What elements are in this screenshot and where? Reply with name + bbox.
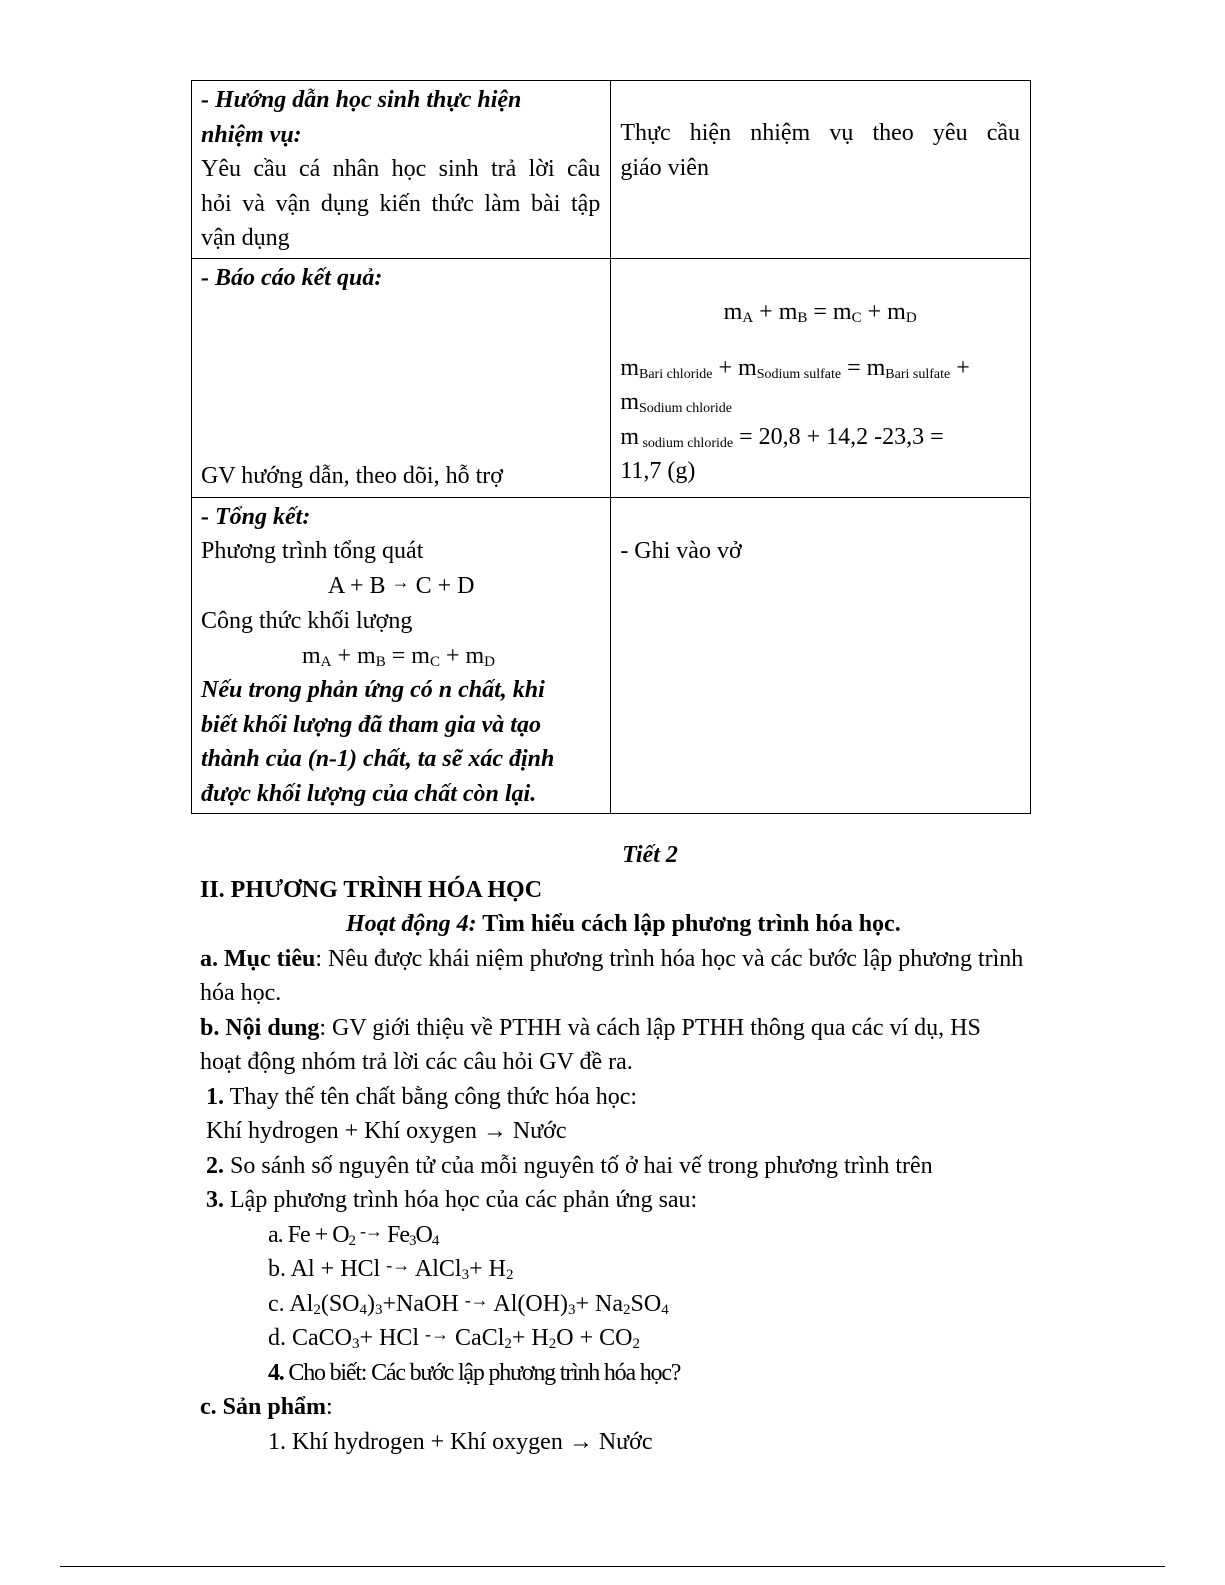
question-3: 3. Lập phương trình hóa học của các phản ứng sau: (206, 1187, 698, 1213)
general-reaction: A + B → C + D (328, 571, 475, 599)
note-line3: thành của (n-1) chất, ta sẽ xác định (201, 746, 555, 772)
question-2: 2. So sánh số nguyên tử của mỗi nguyên tố ở hai vế trong phương trình trên (206, 1152, 933, 1179)
row1-heading-line1: - Hướng dẫn học sinh thực hiện (201, 87, 522, 113)
question-4: 4. Cho biết: Các bước lập phương trình hóa học? (268, 1359, 681, 1386)
page-bottom-rule (60, 1566, 1165, 1567)
mass-formula: $m_A + m_B = m_C + m_D$ (302, 642, 495, 670)
row3-line1: Phương trình tổng quát (201, 538, 424, 564)
objective: a. Mục tiêu: Nêu được khái niệm phương trình hóa học và các bước lập phương trình (200, 945, 1024, 972)
row1-text-line2: hỏi và vận dụng kiến thức làm bài tập (201, 190, 601, 217)
lesson-period: Tiết 2 (622, 842, 678, 868)
lesson-table (191, 80, 1031, 814)
note-line4: được khối lượng của chất còn lại. (201, 780, 537, 807)
teacher-cell (192, 258, 611, 497)
calculation-result: 11,7 (g) (620, 458, 696, 484)
row1-text-line1: Yêu cầu cá nhân học sinh trả lời câu (201, 156, 601, 182)
row1-right-line2: giáo viên (620, 154, 709, 181)
table-row (192, 258, 1031, 497)
question-1: 1. Thay thế tên chất bằng công thức hóa học: (206, 1083, 638, 1110)
specific-mass-equation-cont: $m_{Sodium chloride}$ (620, 389, 732, 416)
note-line1: Nếu trong phản ứng có n chất, khi (201, 677, 545, 703)
activity-title: Hoạt động 4: Tìm hiểu cách lập phương trình hóa học. (346, 911, 901, 937)
table-row (192, 497, 1031, 814)
row2-heading: - Báo cáo kết quả: (201, 264, 383, 291)
specific-mass-equation: $m_{Bari chloride} + m_{Sodium sulfate} = m_{Bari sulfate}$ + (620, 354, 970, 382)
section-heading: II. PHƯƠNG TRÌNH HÓA HỌC (200, 876, 543, 903)
reaction-c: c. $Al_2(SO_4)_3+NaOH$ -→ $Al(OH)_3+ Na_2SO_4$ (268, 1289, 669, 1318)
calculation: m $_{sodium chloride}$ = 20,8 + 14,2 -23,3 = (620, 423, 944, 451)
reaction-d: d. CaCO$_3$+ HCl -→ CaCl$_2$+ $H_2O + CO_2$ (268, 1324, 640, 1352)
reaction-a: a. $Fe + O_2$ -→ $Fe_3O_4$ (268, 1220, 439, 1249)
row1-heading-line2: nhiệm vụ: (201, 121, 302, 148)
row3-heading: - Tổng kết: (201, 503, 311, 530)
section-body (200, 838, 1100, 1459)
student-cell (611, 258, 1031, 497)
student-cell (611, 81, 1031, 259)
row3-right: - Ghi vào vở (620, 537, 742, 564)
student-cell (611, 497, 1031, 814)
content: b. Nội dung: GV giới thiệu về PTHH và cách lập PTHH thông qua các ví dụ, HS (200, 1014, 981, 1041)
question-1-example: Khí hydrogen + Khí oxygen → Nước (206, 1118, 567, 1144)
row3-line3: Công thức khối lượng (201, 608, 413, 634)
row2-left-bottom: GV hướng dẫn, theo dõi, hỗ trợ (201, 463, 503, 489)
teacher-cell (192, 81, 611, 259)
product: c. Sản phẩm: (200, 1394, 333, 1420)
product-line-1: 1. Khí hydrogen + Khí oxygen → Nước (268, 1428, 653, 1455)
table-row (192, 81, 1031, 259)
general-mass-equation: $m_A + m_B = m_C + m_D$ (723, 298, 917, 326)
row1-right-line1: Thực hiện nhiệm vụ theo yêu cầu (620, 120, 1020, 146)
objective-cont: hóa học. (200, 980, 282, 1006)
reaction-b: b. Al + HCl -→ AlCl$_3$+ $H_2$ (268, 1255, 514, 1283)
note-line2: biết khối lượng đã tham gia và tạo (201, 711, 541, 738)
content-cont: hoạt động nhóm trả lời các câu hỏi GV đề ra. (200, 1049, 633, 1075)
row1-text-line3: vận dụng (201, 225, 290, 251)
teacher-cell (192, 497, 611, 814)
